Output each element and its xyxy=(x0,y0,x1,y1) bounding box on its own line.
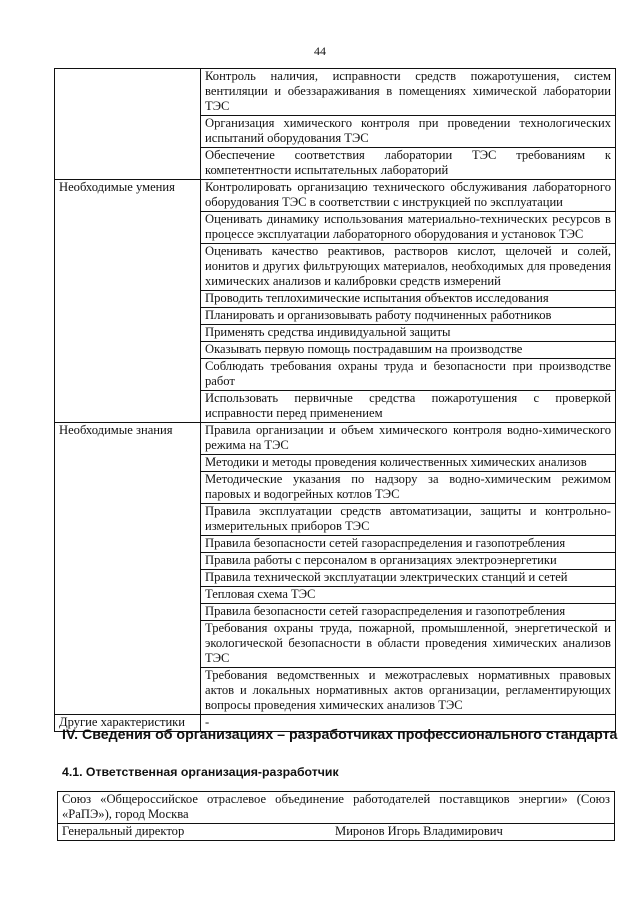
table-cell: Проводить теплохимические испытания объектов исследования xyxy=(201,291,616,308)
other-value: - xyxy=(201,715,616,732)
director-name: Миронов Игорь Владимирович xyxy=(335,824,503,838)
table-row xyxy=(55,180,616,212)
table-cell: Контролировать организацию технического обслуживания лабораторного оборудования ТЭС в соответствии с инструкцией по эксплуатации xyxy=(201,180,616,212)
table-cell: Методики и методы проведения количественных химических анализов xyxy=(201,455,616,472)
table-cell: Применять средства индивидуальной защиты xyxy=(201,325,616,342)
table-cell: Правила безопасности сетей газораспределения и газопотребления xyxy=(201,604,616,621)
knowledge-label: Необходимые знания xyxy=(55,423,201,715)
table-cell: Соблюдать требования охраны труда и безопасности при производстве работ xyxy=(201,359,616,391)
table-cell: Оценивать качество реактивов, растворов кислот, щелочей и солей, ионитов и других фильтрующих материалов, необходимых для проведения химических анализов и калибровки средств измерений xyxy=(201,244,616,291)
page-number: 44 xyxy=(314,44,326,58)
empty-label-cell xyxy=(55,69,201,180)
table-cell: Организация химического контроля при проведении технологических испытаний оборудования ТЭС xyxy=(201,116,616,148)
table-cell: Правила работы с персоналом в организациях электроэнергетики xyxy=(201,553,616,570)
table-cell: Правила безопасности сетей газораспределения и газопотребления xyxy=(201,536,616,553)
table-cell: Оказывать первую помощь пострадавшим на производстве xyxy=(201,342,616,359)
table-cell: Требования охраны труда, пожарной, промышленной, энергетической и экологической безопасности в области проведения химических анализов ТЭС xyxy=(201,621,616,668)
table-cell: Оценивать динамику использования материально-технических ресурсов в процессе эксплуатации лабораторного оборудования и установок ТЭС xyxy=(201,212,616,244)
other-label: Другие характеристики xyxy=(55,715,201,732)
table-cell: Требования ведомственных и межотраслевых нормативных правовых актов и локальных нормативных актов организации, регламентирующих вопросы проведения химических анализов ТЭС xyxy=(201,668,616,715)
table-cell: Правила эксплуатации средств автоматизации, защиты и контрольно-измерительных приборов ТЭС xyxy=(201,504,616,536)
table-cell: Методические указания по надзору за водно-химическим режимом паровых и водогрейных котлов ТЭС xyxy=(201,472,616,504)
table-cell: Правила организации и объем химического контроля водно-химического режима на ТЭС xyxy=(201,423,616,455)
section-title: IV. Сведения об организациях – разработчиках профессионального стандарта xyxy=(62,727,618,743)
table-row xyxy=(58,824,615,841)
director-cell xyxy=(58,824,615,841)
table-cell: Тепловая схема ТЭС xyxy=(201,587,616,604)
skills-label: Необходимые умения xyxy=(55,180,201,423)
table-row xyxy=(55,69,616,116)
table-cell: Обеспечение соответствия лаборатории ТЭС требованиям к компетентности испытательных лабораторий xyxy=(201,148,616,180)
labor-function-table xyxy=(54,68,616,732)
director-title: Генеральный директор xyxy=(62,824,185,838)
table-cell: Правила технической эксплуатации электрических станций и сетей xyxy=(201,570,616,587)
table-cell: Использовать первичные средства пожаротушения с проверкой исправности перед применением xyxy=(201,391,616,423)
table-cell: Контроль наличия, исправности средств пожаротушения, систем вентиляции и обеззараживания в помещениях химической лаборатории ТЭС xyxy=(201,69,616,116)
org-name: Союз «Общероссийское отраслевое объединение работодателей поставщиков энергии» (Союз «РаПЭ»), город Москва xyxy=(58,792,615,824)
table-row xyxy=(55,423,616,455)
table-cell: Планировать и организовывать работу подчиненных работников xyxy=(201,308,616,325)
developer-org-table xyxy=(57,791,615,841)
subsection-title: 4.1. Ответственная организация-разработчик xyxy=(62,765,339,779)
table-row xyxy=(58,792,615,824)
